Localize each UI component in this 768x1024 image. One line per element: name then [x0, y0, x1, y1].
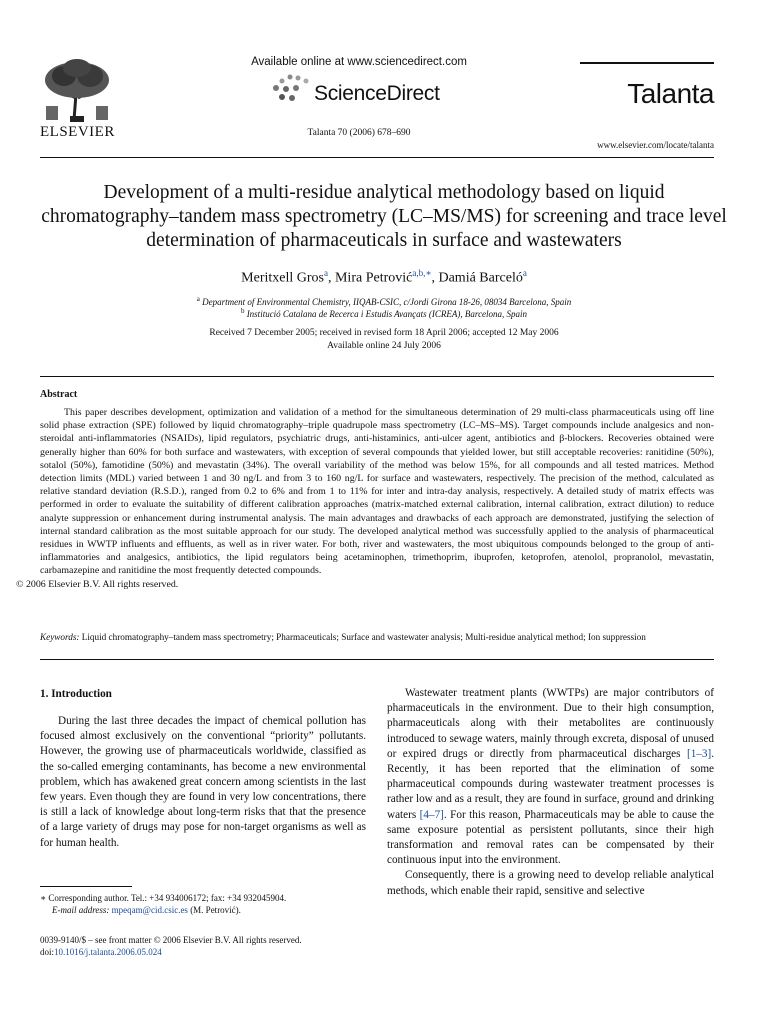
affiliation-text: Department of Environmental Chemistry, IIQAB-CSIC, c/Jordi Girona 18-26, 08034 Barcelona, Spain: [202, 297, 572, 307]
email-label: E-mail address:: [52, 905, 110, 915]
corresponding-author-note: [40, 892, 366, 916]
author-name: Damiá Barceló: [438, 270, 523, 286]
keywords-label: Keywords:: [40, 632, 80, 642]
email-link[interactable]: mpeqam@cid.csic.es: [111, 905, 188, 915]
keywords-text: Liquid chromatography–tandem mass spectrometry; Pharmaceuticals; Surface and wastewater analysis; Multi-residue analytical method; Ion suppression: [81, 632, 646, 642]
intro-text: . Recently, it has been reported that the elimination of some pharmaceutical compounds during wastewater treatment processes is rather low and as a result, they are found in surface, ground and drinking waters: [387, 747, 714, 821]
abstract-body: [16, 406, 714, 591]
intro-paragraph: During the last three decades the impact of chemical pollution has focused almost exclusively on the conventional “priority” pollutants. However, the growing use of pharmaceuticals worldwide, classified as the so-called emerging contaminants, has become a new environmental problem, which has awakened great concern among scientists in the last few years. Even though they are found in very low concentrations, there is still a lack of knowledge about long-term risks that that the presence of a large variety of drugs may pose for non-target organisms as well as for human health.: [40, 715, 366, 849]
sciencedirect-brand: ScienceDirect: [314, 82, 440, 105]
front-matter-note: [40, 934, 366, 958]
issn-text: 0039-9140/$ – see front matter © 2006 Elsevier B.V. All rights reserved.: [40, 935, 302, 945]
intro-paragraph: Consequently, there is a growing need to develop reliable analytical methods, which enable their rapid, sensitive and selective: [387, 869, 714, 897]
abstract-heading: Abstract: [40, 389, 78, 400]
author-list: Meritxell Gros$^a$, Mira Petrović$^{a,b,∗}$, Damiá Barceló$^a$: [241, 268, 527, 286]
author-affil-mark[interactable]: a: [522, 268, 527, 278]
affiliation-mark: a: [196, 295, 200, 303]
citation-link[interactable]: [1–3]: [686, 747, 712, 760]
affiliation-text: Institució Catalana de Recerca i Estudis Avançats (ICREA), Barcelona, Spain: [246, 309, 528, 319]
abstract-text: This paper describes development, optimization and validation of a method for the simultaneous determination of 29 multi-class pharmaceuticals using off line solid phase extraction (SPE) followed by liquid chromatography–triple quadrupole mass spectrometry (LC–MS–MS). Target compounds include analgesics and non-steroidal anti-inflammatories (NSAIDs), lipid regulators, psychiatric drugs, anti-histaminics, anti-ulcer agent, antibiotics and β-blockers. Recoveries obtained were generally higher than 60% for both surface and wastewaters, with exception of several compounds that yielded lower, but still acceptable recoveries: ranitidine (50%), sotalol (50%), famotidine (50%) and mevastatin (34%). The overall variability of the method was below 15%, for all compounds and all tested matrices. Method detection limits (MDL) varied between 1 and 30 ng/L and from 3 to 160 ng/L for surface and wastewaters, respectively. The precision of the method, calculated as relative standard deviation (R.S.D.), ranged from 0.2 to 6% and from 1 to 11% for inter and intra-day analysis, respectively. A detailed study of matrix effects was performed in order to evaluate the suitability of different calibration approaches (matrix-matched external calibration, internal calibration, extract dilution) to reduce analyte suppression or enhancement during instrumental analysis. The main advantages and drawbacks of each approach are demonstrated, justifying the selection of internal standard calibration as the most suitable approach for our study. The developed analytical method was successfully applied to the analysis of pharmaceutical residues in WWTP influents and effluents, as well as in river water. For both, river and wastewaters, the most ubiquitous compounds belonged to the group of anti-inflammatories and analgesics, antibiotics, the lipid regulators being acetaminophen, trimethoprim, ibuprofen, ketoprofen, atenolol, propranolol, mevastatin, carbamazepine and ranitidine the most frequently detected compounds.: [40, 407, 714, 577]
section-heading-introduction: 1. Introduction: [40, 688, 112, 700]
journal-name: Talanta: [627, 78, 714, 109]
footnote-divider: [40, 886, 132, 887]
journal-citation: Talanta 70 (2006) 678–690: [307, 128, 411, 138]
affiliation: [40, 307, 728, 319]
article-title: Development of a multi-residue analytical methodology based on liquid chromatography–tandem mass spectrometry (LC–MS/MS) for screening and trace level determination of pharmaceuticals in surface and wastewaters: [41, 182, 727, 251]
abstract-top-divider: [40, 376, 714, 377]
author-name: Mira Petrović: [334, 270, 413, 286]
available-online-text[interactable]: Available online at www.sciencedirect.com: [251, 56, 467, 68]
doi-label: doi:: [40, 947, 55, 957]
intro-right-column: [387, 686, 714, 899]
citation-link[interactable]: [4–7]: [419, 808, 444, 821]
intro-text: Wastewater treatment plants (WWTPs) are major contributors of pharmaceuticals in the environment. Due to their high consumption, pharmaceuticals along with their metabolites are continuously introduced to sewage waters, mainly through excreta, disposal of unused or expired drugs or directly from pharmaceutical discharges: [387, 687, 714, 760]
author-name: Meritxell Gros: [241, 270, 324, 286]
elsevier-tree-logo: [40, 58, 114, 122]
journal-rule: [580, 62, 714, 64]
doi-link[interactable]: 10.1016/j.talanta.2006.05.024: [54, 947, 162, 957]
intro-paragraph: [387, 686, 714, 868]
author-affil-mark[interactable]: a,b,∗: [412, 268, 432, 278]
abstract-copyright: © 2006 Elsevier B.V. All rights reserved.: [16, 578, 179, 590]
sciencedirect-dots-icon: [268, 73, 312, 105]
corresponding-author-text: ∗ Corresponding author. Tel.: +34 934006172; fax: +34 932045904.: [40, 893, 287, 903]
keywords: [40, 632, 714, 642]
header-divider: [40, 157, 714, 158]
abstract-bottom-divider: [40, 659, 714, 660]
intro-text: . For this reason, Pharmaceuticals may be able to cause the same exposure potential as persistent pollutants, since their high transformation and removal rates can be compensated by their continuous input into the environment.: [387, 808, 714, 867]
journal-url[interactable]: www.elsevier.com/locate/talanta: [597, 140, 714, 150]
affiliation: [40, 295, 728, 307]
author-affil-mark[interactable]: a: [323, 268, 328, 278]
affiliation-mark: b: [240, 307, 245, 315]
received-dates: Received 7 December 2005; received in revised form 18 April 2006; accepted 12 May 2006: [209, 328, 559, 338]
available-date: Available online 24 July 2006: [327, 341, 441, 351]
intro-left-column: [40, 714, 366, 851]
publisher-name: ELSEVIER: [40, 124, 115, 140]
email-suffix: (M. Petrović).: [190, 905, 241, 915]
